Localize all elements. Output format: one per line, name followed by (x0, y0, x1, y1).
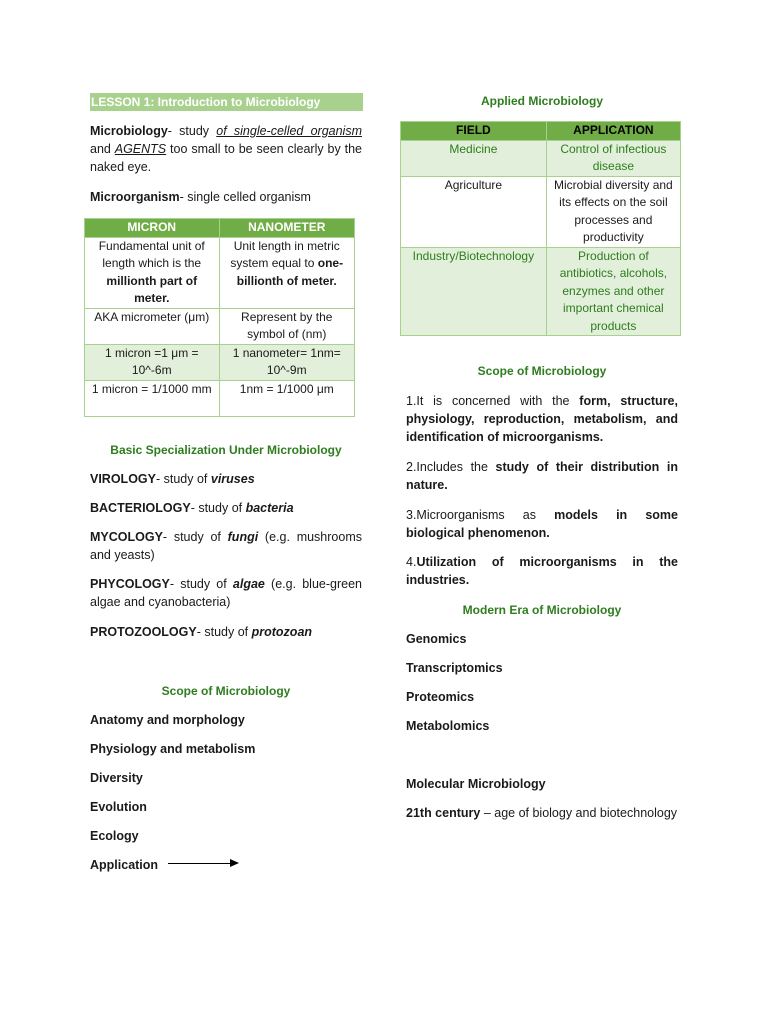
table-cell: AKA micrometer (μm) (85, 308, 220, 344)
definition-agents: AGENTS (114, 142, 167, 156)
modern-item: Transcriptomics (406, 661, 503, 675)
definition-part1: of single-celled organism (216, 124, 362, 138)
spec-item-phycology: PHYCOLOGY- study of algae (e.g. blue-green algae and cyanobacteria) (90, 577, 362, 609)
units-table (84, 218, 355, 417)
applied-table-header (401, 122, 681, 141)
scope-left-item: Evolution (90, 800, 147, 814)
table-cell: Agriculture (401, 176, 547, 247)
microorganism-term: Microorganism (90, 190, 180, 204)
table-row (401, 140, 681, 176)
modern-item: Proteomics (406, 690, 475, 704)
lesson-title: LESSON 1: Introduction to Microbiology (90, 93, 363, 111)
table-cell: Fundamental unit of length which is the millionth part of meter. (85, 237, 220, 308)
specialization-heading: Basic Specialization Under Microbiology (110, 443, 342, 457)
table-cell: Control of infectious disease (546, 140, 680, 176)
arrow-icon-line (168, 863, 232, 864)
table-row (85, 344, 355, 380)
scope-left-item: Application (90, 858, 159, 872)
molecular-microbiology: Molecular Microbiology (406, 777, 546, 791)
header-application: APPLICATION (546, 122, 680, 141)
units-table-header (85, 219, 355, 238)
table-cell: Medicine (401, 140, 547, 176)
spec-item-virology: VIROLOGY- study of viruses (90, 472, 255, 486)
applied-table (400, 121, 681, 336)
table-cell: 1nm = 1/1000 μm (219, 380, 355, 416)
scope-left-item: Physiology and metabolism (90, 742, 256, 756)
modern-item: Metabolomics (406, 719, 490, 733)
microorganism-definition (90, 188, 362, 206)
definition-dash: - study (167, 124, 217, 138)
scope-right-item: 1.It is concerned with the form, structure, physiology, reproduction, metabolism, and identification of microorganisms. (406, 394, 678, 444)
spec-item-bacteriology: BACTERIOLOGY- study of bacteria (90, 501, 294, 515)
definition-term: Microbiology (90, 124, 168, 138)
header-nanometer: NANOMETER (219, 219, 355, 238)
modern-heading: Modern Era of Microbiology (462, 603, 622, 617)
spec-item-protozoology: PROTOZOOLOGY- study of protozoan (90, 625, 313, 639)
scope-right-item: 2.Includes the study of their distribution in nature. (406, 460, 678, 492)
scope-left-heading: Scope of Microbiology (161, 684, 291, 698)
scope-right-item: 3.Microorganisms as models in some biological phenomenon. (406, 508, 678, 540)
arrow-right-icon (230, 859, 239, 867)
scope-right-item: 4.Utilization of microorganisms in the industries. (406, 555, 678, 587)
table-cell: Unit length in metric system equal to one-billionth of meter. (219, 237, 355, 308)
table-cell: Represent by the symbol of (nm) (219, 308, 355, 344)
table-row (401, 176, 681, 247)
microorganism-rest: - single celled organism (179, 190, 311, 204)
scope-left-item: Diversity (90, 771, 143, 785)
applied-heading: Applied Microbiology (481, 94, 603, 108)
definition-and: and (90, 142, 115, 156)
table-cell: Microbial diversity and its effects on the soil processes and productivity (546, 176, 680, 247)
modern-item: Genomics (406, 632, 467, 646)
table-cell: Production of antibiotics, alcohols, enzymes and other important chemical products (546, 247, 680, 336)
table-cell: Industry/Biotechnology (401, 247, 547, 336)
microbiology-definition (90, 122, 362, 176)
table-row (85, 237, 355, 308)
table-row (85, 308, 355, 344)
table-cell: 1 nanometer= 1nm= 10^-9m (219, 344, 355, 380)
table-cell: 1 micron = 1/1000 mm (85, 380, 220, 416)
table-cell: 1 micron =1 μm = 10^-6m (85, 344, 220, 380)
scope-left-item: Anatomy and morphology (90, 713, 245, 727)
scope-right-heading: Scope of Microbiology (477, 364, 607, 378)
spec-item-mycology: MYCOLOGY- study of fungi (e.g. mushrooms and yeasts) (90, 530, 362, 562)
table-row (401, 247, 681, 336)
table-row (85, 380, 355, 416)
header-micron: MICRON (85, 219, 220, 238)
header-field: FIELD (401, 122, 547, 141)
scope-left-item: Ecology (90, 829, 139, 843)
century-line: 21th century – age of biology and biotechnology (406, 806, 678, 820)
definition-rest: too small to be seen clearly by the naked eye. (90, 142, 362, 174)
